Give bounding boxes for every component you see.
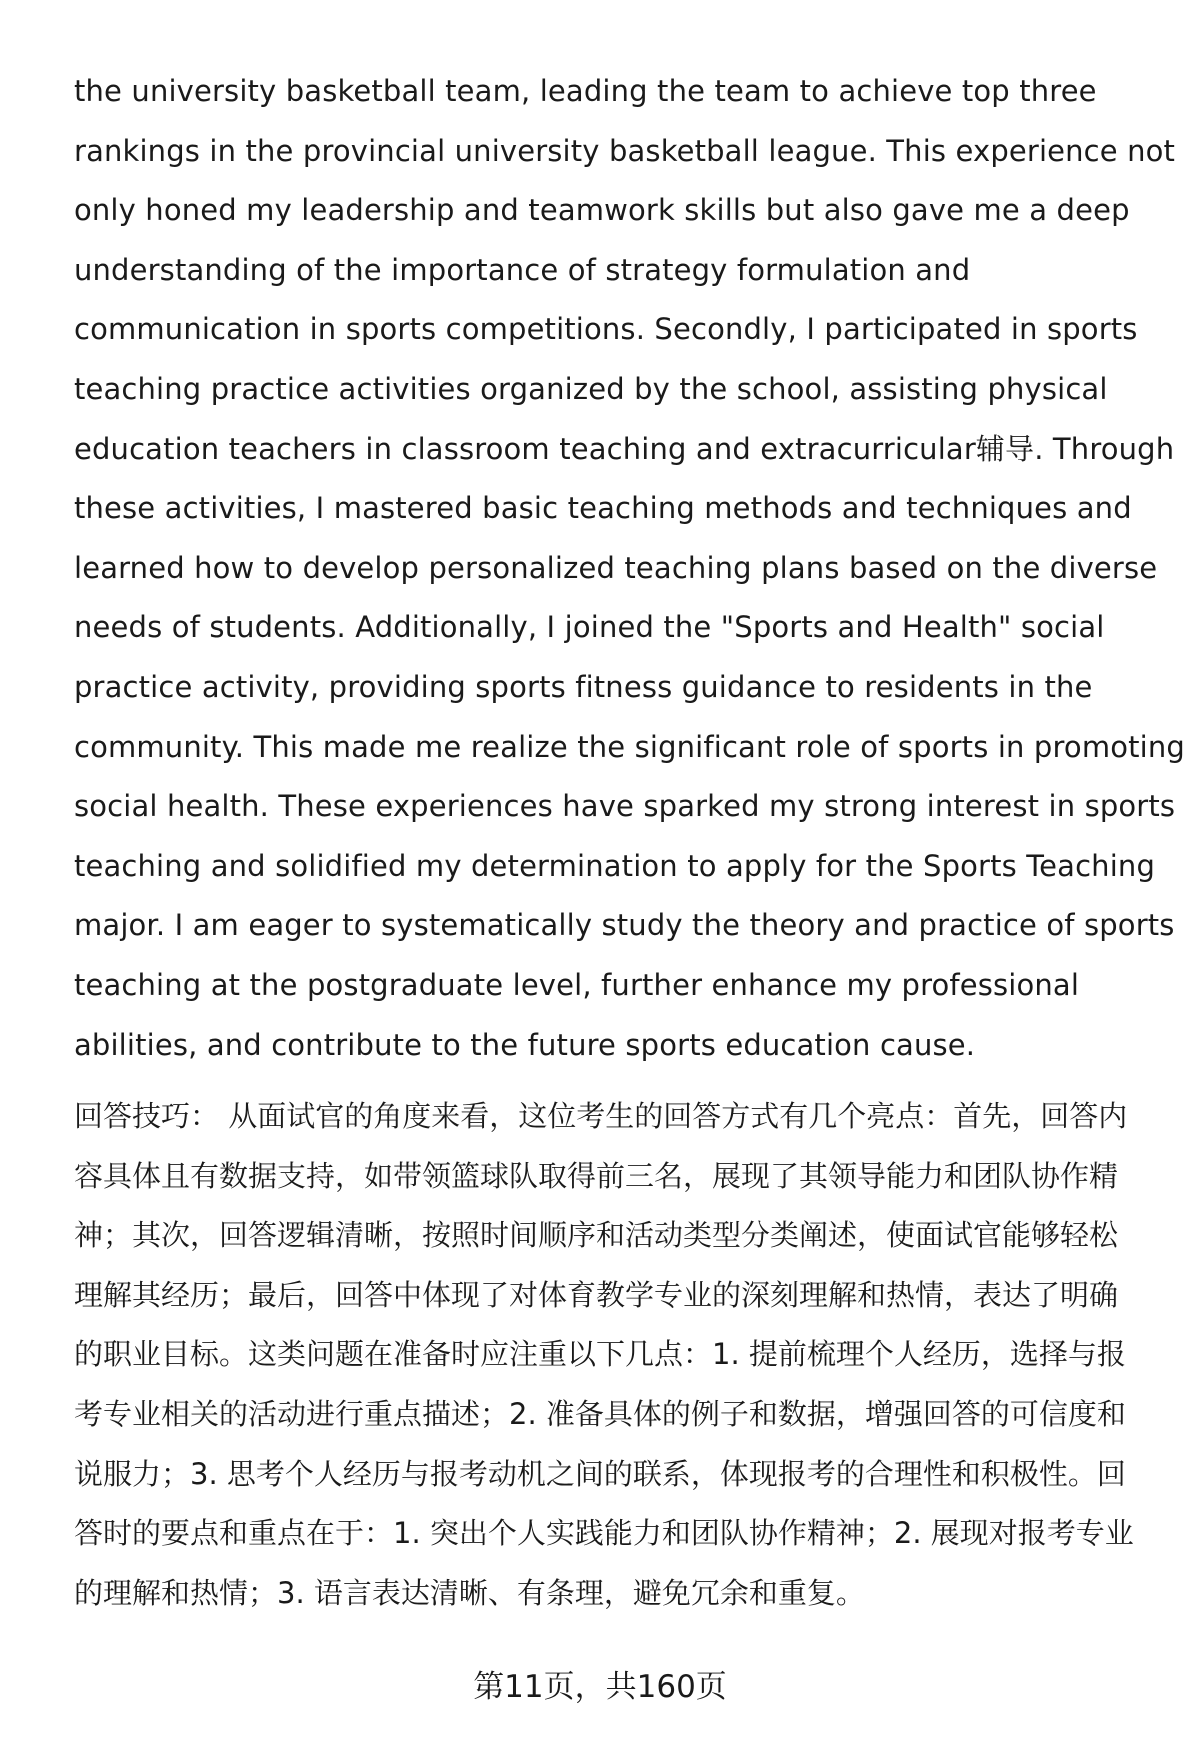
text-line: major. I am eager to systematically study the theory and practice of sports xyxy=(74,908,1175,943)
text-line: 回答技巧： 从面试官的角度来看，这位考生的回答方式有几个亮点：首先，回答内 xyxy=(74,1099,1128,1133)
text-line: learned how to develop personalized teaching plans based on the diverse xyxy=(74,550,1158,585)
text-line: rankings in the provincial university basketball league. This experience not xyxy=(74,133,1176,168)
text-line: 答时的要点和重点在于：1. 突出个人实践能力和团队协作精神；2. 展现对报考专业 xyxy=(74,1516,1134,1551)
text-line: 容具体且有数据支持，如带领篮球队取得前三名，展现了其领导能力和团队协作精 xyxy=(74,1158,1119,1193)
page-number-footer: 第11页，共160页 xyxy=(473,1669,727,1705)
text-line: practice activity, providing sports fitness guidance to residents in the xyxy=(74,669,1093,704)
text-line: social health. These experiences have sparked my strong interest in sports xyxy=(74,789,1176,824)
text-line: teaching and solidified my determination to apply for the Sports Teaching xyxy=(74,848,1156,883)
text-line: abilities, and contribute to the future sports education cause. xyxy=(74,1027,976,1062)
text-line: the university basketball team, leading the team to achieve top three xyxy=(74,74,1097,108)
text-line: 的理解和热情；3. 语言表达清晰、有条理，避免冗余和重复。 xyxy=(74,1575,865,1610)
text-line: 神；其次，回答逻辑清晰，按照时间顺序和活动类型分类阐述，使面试官能够轻松 xyxy=(74,1218,1119,1253)
text-line: these activities, I mastered basic teaching methods and techniques and xyxy=(74,491,1132,526)
text-line: needs of students. Additionally, I joined the "Sports and Health" social xyxy=(74,610,1105,645)
text-line: 说服力；3. 思考个人经历与报考动机之间的联系，体现报考的合理性和积极性。回 xyxy=(74,1456,1126,1491)
text-line: communication in sports competitions. Secondly, I participated in sports xyxy=(74,312,1138,347)
text-line: only honed my leadership and teamwork skills but also gave me a deep xyxy=(74,193,1130,228)
text-line: 的职业目标。这类问题在准备时应注重以下几点：1. 提前梳理个人经历，选择与报 xyxy=(74,1337,1126,1372)
text-line: 理解其经历；最后，回答中体现了对体育教学专业的深刻理解和热情，表达了明确 xyxy=(74,1277,1119,1312)
text-line: teaching practice activities organized by the school, assisting physical xyxy=(74,371,1108,406)
text-line: teaching at the postgraduate level, further enhance my professional xyxy=(74,967,1080,1002)
english-answer-text xyxy=(74,62,1185,1075)
text-line: 考专业相关的活动进行重点描述；2. 准备具体的例子和数据，增强回答的可信度和 xyxy=(74,1396,1126,1431)
text-line: community. This made me realize the significant role of sports in promoting xyxy=(74,729,1185,764)
answer-tips-paragraph xyxy=(74,1087,1164,1623)
text-line: understanding of the importance of strategy formulation and xyxy=(74,252,971,287)
text-line: education teachers in classroom teaching and extracurricular辅导. Through xyxy=(74,431,1175,466)
